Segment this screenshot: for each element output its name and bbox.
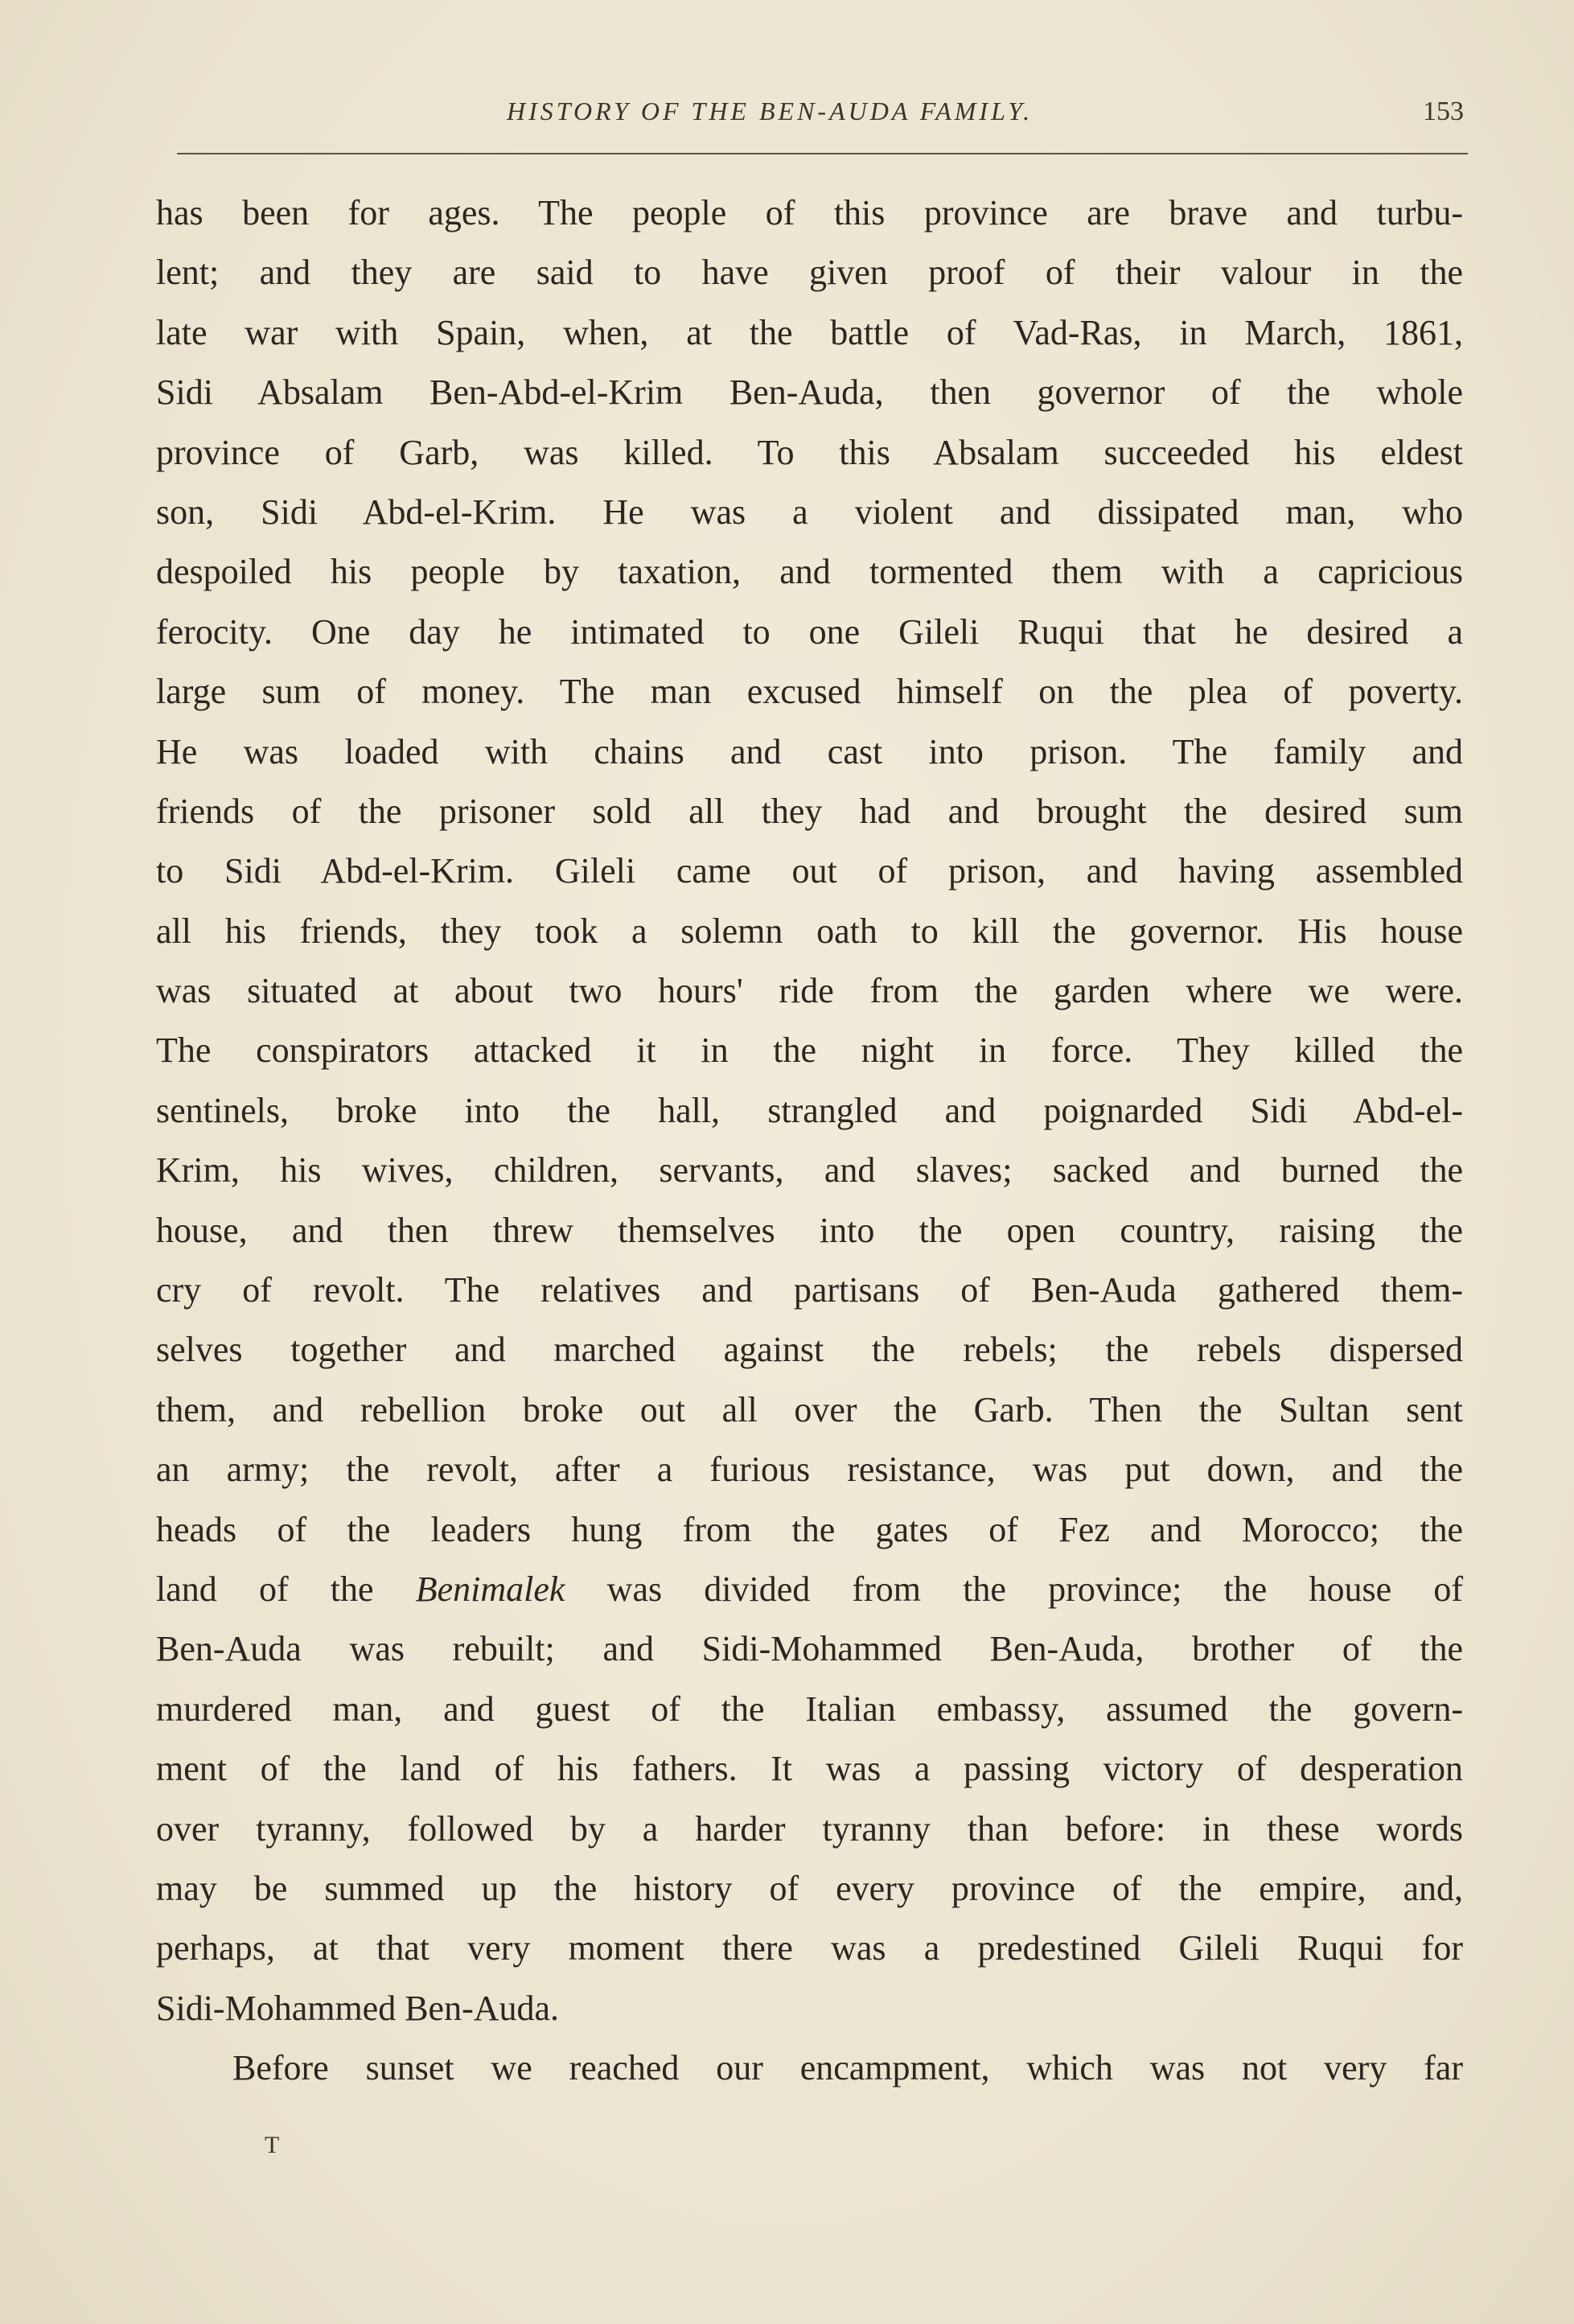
- text-line: sentinels, broke into the hall, strangled and poignarded Sidi Abd-el-: [156, 1090, 1463, 1130]
- page-number: 153: [1423, 97, 1464, 126]
- running-head: [177, 97, 1464, 145]
- text-line: selves together and marched against the rebels; the rebels dispersed: [156, 1330, 1463, 1370]
- text-line: cry of revolt. The relatives and partisans of Ben-Auda gathered them-: [156, 1270, 1463, 1310]
- text-line: an army; the revolt, after a furious resistance, was put down, and the: [156, 1450, 1463, 1490]
- text-line: Sidi Absalam Ben-Abd-el-Krim Ben-Auda, then governor of the whole: [156, 372, 1463, 413]
- text-line: perhaps, at that very moment there was a predestined Gileli Ruqui for: [156, 1928, 1463, 1968]
- text-line: house, and then threw themselves into the open country, raising the: [156, 1210, 1463, 1250]
- text-line: The conspirators attacked it in the night in force. They killed the: [156, 1030, 1463, 1071]
- line-24-after: was divided from the province; the house of: [606, 1569, 1463, 1609]
- line-24-before: land of the: [156, 1569, 374, 1609]
- italic-place-name: Benimalek: [415, 1569, 565, 1609]
- text-line: to Sidi Abd-el-Krim. Gileli came out of prison, and having assembled: [156, 851, 1463, 891]
- running-title: HISTORY OF THE BEN-AUDA FAMILY.: [507, 97, 1034, 125]
- text-line: heads of the leaders hung from the gates of Fez and Morocco; the: [156, 1509, 1463, 1549]
- text-line: all his friends, they took a solemn oath to kill the governor. His house: [156, 911, 1463, 951]
- text-line: them, and rebellion broke out all over the Garb. Then the Sultan sent: [156, 1389, 1463, 1429]
- text-line: He was loaded with chains and cast into prison. The family and: [156, 731, 1463, 771]
- text-line: province of Garb, was killed. To this Absalam succeeded his eldest: [156, 432, 1463, 472]
- text-line-with-italic: [156, 1560, 1463, 1619]
- text-line: despoiled his people by taxation, and tormented them with a capricious: [156, 552, 1463, 592]
- text-line: was situated at about two hours' ride from the garden where we were.: [156, 971, 1463, 1011]
- text-line: may be summed up the history of every province of the empire, and,: [156, 1868, 1463, 1908]
- text-line: lent; and they are said to have given proof of their valour in the: [156, 253, 1463, 293]
- text-line: ment of the land of his fathers. It was a passing victory of desperation: [156, 1749, 1463, 1789]
- signature-mark: T: [265, 2132, 280, 2158]
- text-line: large sum of money. The man excused himself on the plea of poverty.: [156, 672, 1463, 712]
- text-line: son, Sidi Abd-el-Krim. He was a violent and dissipated man, who: [156, 492, 1463, 532]
- text-line: ferocity. One day he intimated to one Gileli Ruqui that he desired a: [156, 611, 1463, 652]
- text-line: friends of the prisoner sold all they had and brought the desired sum: [156, 791, 1463, 831]
- text-line: has been for ages. The people of this province are brave and turbu-: [156, 193, 1463, 232]
- text-line: over tyranny, followed by a harder tyranny than before: in these words: [156, 1808, 1463, 1849]
- text-line: late war with Spain, when, at the battle of Vad-Ras, in March, 1861,: [156, 312, 1463, 352]
- paragraph-end-line: Sidi-Mohammed Ben-Auda.: [156, 1988, 560, 2028]
- text-line: Krim, his wives, children, servants, and slaves; sacked and burned the: [156, 1150, 1463, 1191]
- paragraph-start-line: Before sunset we reached our encampment, which was not very far: [232, 2048, 1463, 2088]
- text-line: Ben-Auda was rebuilt; and Sidi-Mohammed Ben-Auda, brother of the: [156, 1629, 1463, 1669]
- header-rule: [177, 153, 1468, 154]
- body-text: [156, 183, 1463, 2099]
- text-line: murdered man, and guest of the Italian embassy, assumed the govern-: [156, 1688, 1463, 1729]
